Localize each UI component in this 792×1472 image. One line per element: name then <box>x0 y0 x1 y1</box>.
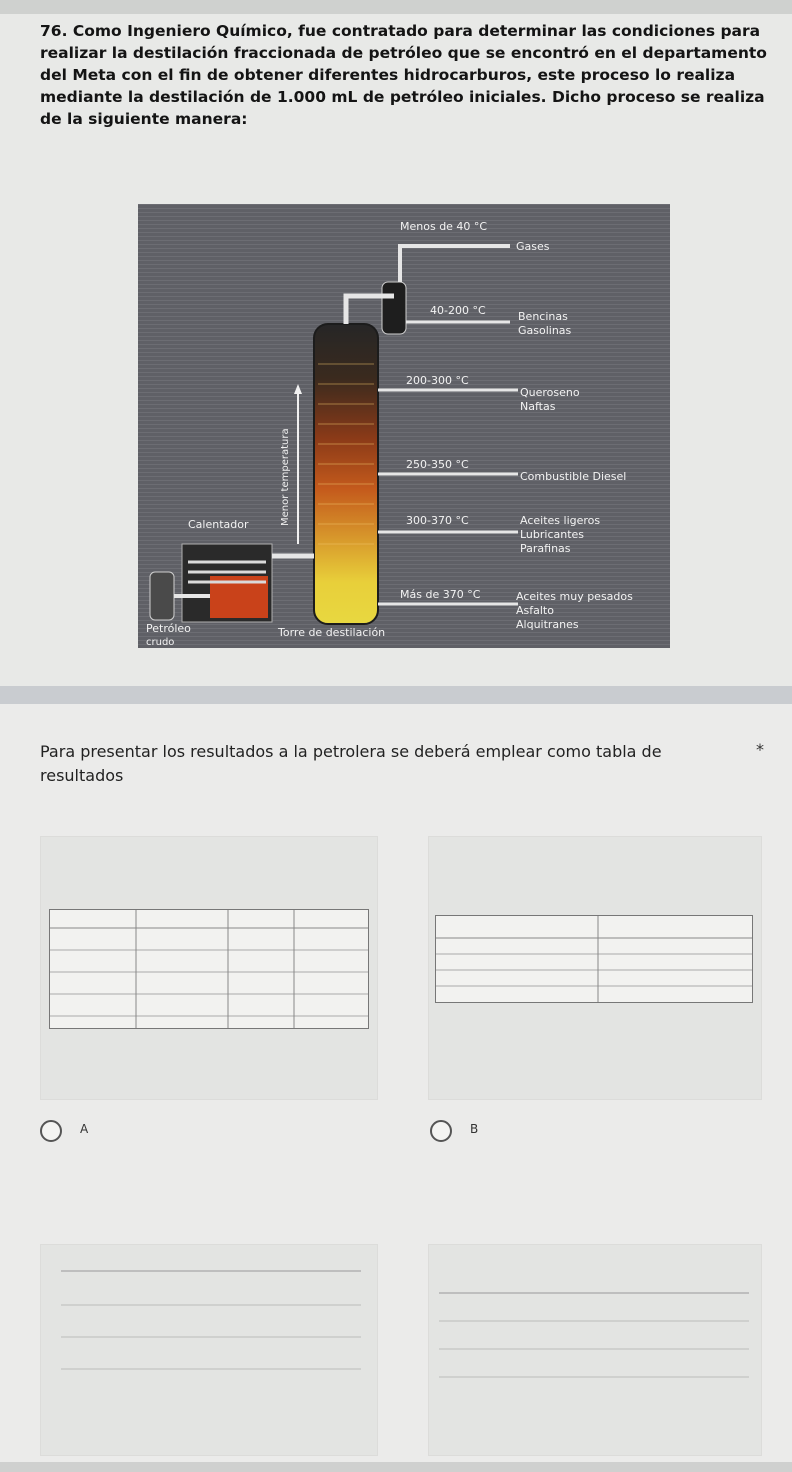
next-option-table-left <box>41 1245 377 1455</box>
cut-product-1b: Gasolinas <box>518 324 572 337</box>
option-b-radio[interactable] <box>430 1120 452 1142</box>
option-a-label: A <box>80 1122 89 1136</box>
condenser <box>382 282 406 334</box>
option-a-radio[interactable] <box>40 1120 62 1142</box>
next-option-image-left <box>40 1244 378 1456</box>
required-indicator: * <box>756 740 764 759</box>
option-b-table <box>435 915 753 1003</box>
cut-product-4a: Aceites ligeros <box>520 514 601 527</box>
temperature-axis-label: Menor temperatura <box>280 428 291 526</box>
bottom-strip <box>0 1462 792 1472</box>
distillation-column <box>314 324 378 624</box>
cut-temp-3: 250-350 °C <box>406 458 469 471</box>
answer-card <box>0 704 792 1472</box>
crude-tank <box>150 572 174 620</box>
option-b-image <box>428 836 762 1100</box>
option-b-label: B <box>470 1122 479 1136</box>
next-option-table-right <box>429 1245 761 1455</box>
cut-temp-1: 40-200 °C <box>430 304 486 317</box>
option-b-table-grid <box>436 916 752 1002</box>
cut-product-2a: Queroseno <box>520 386 580 399</box>
gases-label: Gases <box>516 240 550 253</box>
cut-temp-2: 200-300 °C <box>406 374 469 387</box>
crude-label-2: crudo <box>146 637 175 648</box>
option-a-table-grid <box>50 910 368 1028</box>
top-temp-label: Menos de 40 °C <box>400 220 488 233</box>
cut-product-4b: Lubricantes <box>520 528 585 541</box>
cut-product-5a: Aceites muy pesados <box>516 590 633 603</box>
cut-product-5b: Asfalto <box>516 604 554 617</box>
cut-product-1a: Bencinas <box>518 310 568 323</box>
top-strip <box>0 0 792 14</box>
option-a-table <box>49 909 369 1029</box>
cut-product-4c: Parafinas <box>520 542 571 555</box>
distillation-diagram <box>138 204 670 648</box>
option-a-image <box>40 836 378 1100</box>
cut-temp-4: 300-370 °C <box>406 514 469 527</box>
section-divider <box>0 686 792 704</box>
next-option-image-right <box>428 1244 762 1456</box>
cut-product-5c: Alquitranes <box>516 618 579 631</box>
question-text: 76. Como Ingeniero Químico, fue contratado para determinar las condiciones para realizar la destilación fraccionada de petróleo que se encontró en el departamento del Meta con el fin de obtener diferentes hidrocarburos, este proceso lo realiza mediante la destilación de 1.000 mL de petróleo iniciales. Dicho proceso se realiza de la siguiente manera: <box>40 22 767 128</box>
question-card <box>0 14 792 686</box>
cut-product-3a: Combustible Diesel <box>520 470 627 483</box>
answer-prompt: Para presentar los resultados a la petrolera se deberá emplear como tabla de resultados <box>40 742 662 785</box>
crude-label-1: Petróleo <box>146 622 191 635</box>
cut-temp-5: Más de 370 °C <box>400 588 481 601</box>
heater-label: Calentador <box>188 518 249 531</box>
tower-label: Torre de destilación <box>278 626 386 639</box>
cut-product-2b: Naftas <box>520 400 556 413</box>
